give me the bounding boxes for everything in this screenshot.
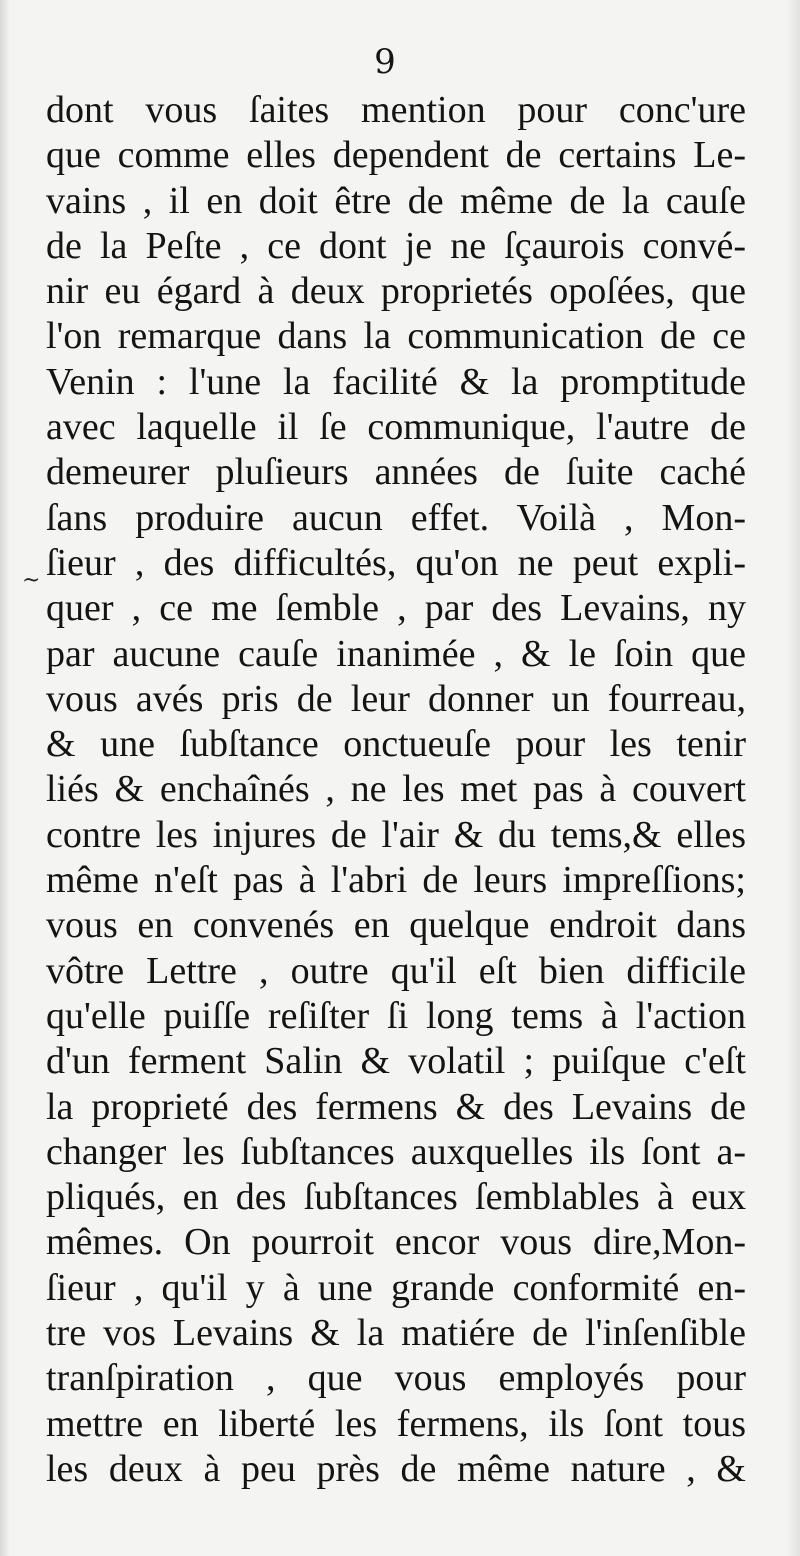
- text-line: quer , ce me ſemble , par des Levains, ny: [46, 587, 746, 630]
- page-number: 9: [374, 42, 396, 82]
- text-line: pliqués, en des ſubſtances ſemblables à eux: [46, 1176, 746, 1219]
- text-line: ſieur , qu'il y à une grande conformité en-: [46, 1266, 746, 1309]
- text-line: qu'elle puiſſe reſiſter ſi long tems à l'action: [46, 994, 746, 1037]
- text-line: même n'eſt pas à l'abri de leurs impreſſions;: [46, 859, 746, 902]
- text-line: ſans produire aucun effet. Voilà , Mon-: [46, 496, 746, 539]
- margin-mark: ~: [22, 568, 41, 593]
- text-line: changer les ſubſtances auxquelles ils ſont a-: [46, 1130, 746, 1173]
- text-line: dont vous ſaites mention pour conc'ure: [46, 89, 746, 131]
- page-edge-left: [0, 0, 10, 1556]
- text-line: l'on remarque dans la communication de ce: [46, 315, 746, 358]
- text-line: de la Peſte , ce dont je ne ſçaurois convé-: [46, 224, 746, 267]
- text-line: vous avés pris de leur donner un fourreau,: [46, 677, 746, 720]
- text-line: vous en convenés en quelque endroit dans: [46, 904, 746, 947]
- text-line: Venin : l'une la facilité & la promptitude: [46, 360, 746, 403]
- text-line: avec laquelle il ſe communique, l'autre de: [46, 406, 746, 449]
- text-line: les deux à peu près de même nature , &: [46, 1447, 746, 1490]
- text-line: vains , il en doit être de même de la cauſe: [46, 179, 746, 222]
- text-line: vôtre Lettre , outre qu'il eſt bien difficile: [46, 949, 746, 992]
- text-line: que comme elles dependent de certains Le-: [46, 134, 746, 177]
- text-line: contre les injures de l'air & du tems,& elles: [46, 813, 746, 856]
- text-line: demeurer pluſieurs années de ſuite caché: [46, 451, 746, 494]
- text-line: d'un ferment Salin & volatil ; puiſque c'eſt: [46, 1040, 746, 1083]
- text-line: par aucune cauſe inanimée , & le ſoin que: [46, 632, 746, 675]
- text-line: mêmes. On pourroit encor vous dire,Mon-: [46, 1221, 746, 1264]
- text-line: tranſpiration , que vous employés pour: [46, 1357, 746, 1400]
- text-line: ſieur , des difficultés, qu'on ne peut expli-: [46, 541, 746, 584]
- body-text: [46, 88, 746, 1492]
- text-line: la proprieté des fermens & des Levains de: [46, 1085, 746, 1128]
- text-line: nir eu égard à deux proprietés opoſées, que: [46, 270, 746, 313]
- text-line: & une ſubſtance onctueuſe pour les tenir: [46, 723, 746, 766]
- text-line: mettre en liberté les fermens, ils ſont tous: [46, 1402, 746, 1445]
- text-line: tre vos Levains & la matiére de l'inſenſible: [46, 1312, 746, 1355]
- page-edge-right: [786, 0, 800, 1556]
- text-line: liés & enchaînés , ne les met pas à couvert: [46, 768, 746, 811]
